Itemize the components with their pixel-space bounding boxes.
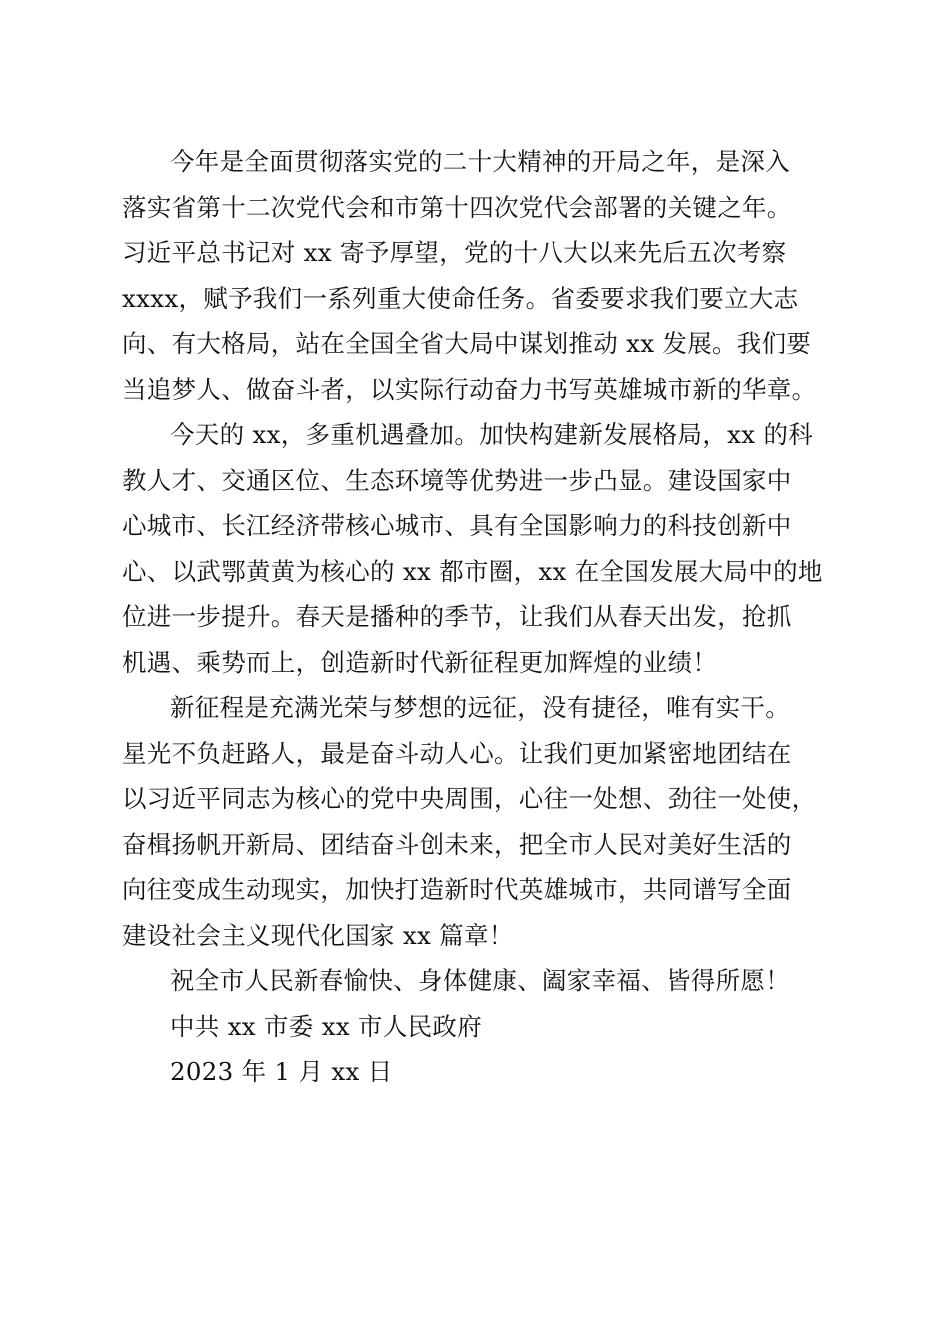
- paragraph-line: 奋楫扬帆开新局、团结奋斗创未来，把全市人民对美好生活的: [122, 829, 792, 859]
- signature: 中共 xx 市委 xx 市人民政府: [170, 1011, 483, 1041]
- paragraph-line: 向往变成生动现实，加快打造新时代英雄城市，共同谱写全面: [122, 875, 792, 904]
- paragraph-line: 当追梦人、做奋斗者，以实际行动奋力书写英雄城市新的华章。: [122, 374, 817, 404]
- paragraph-line: 心城市、长江经济带核心城市、具有全国影响力的科技创新中: [122, 511, 792, 540]
- paragraph-3: [122, 685, 832, 958]
- paragraph-greeting: [122, 958, 832, 1004]
- paragraph-line: 以习近平同志为核心的党中央周围，心往一处想、劲往一处使，: [122, 784, 817, 813]
- paragraph-line: 建设社会主义现代化国家 xx 篇章！: [122, 920, 514, 950]
- paragraph-line: 教人才、交通区位、生态环境等优势进一步凸显。建设国家中: [122, 465, 792, 495]
- paragraph-line: 星光不负赶路人，最是奋斗动人心。让我们更加紧密地团结在: [122, 738, 792, 768]
- paragraph-line: 心、以武鄂黄黄为核心的 xx 都市圈，xx 在全国发展大局中的地: [122, 556, 823, 586]
- paragraph-line: 新征程是充满光荣与梦想的远征，没有捷径，唯有实干。: [170, 693, 790, 722]
- paragraph-1: [122, 139, 832, 412]
- paragraph-2: [122, 412, 832, 685]
- paragraph-line: 落实省第十二次党代会和市第十四次党代会部署的关键之年。: [122, 192, 792, 222]
- paragraph-line: 习近平总书记对 xx 寄予厚望，党的十八大以来先后五次考察: [122, 238, 787, 267]
- greeting-line: 祝全市人民新春愉快、身体健康、阖家幸福、皆得所愿！: [170, 966, 790, 995]
- paragraph-line: 机遇、乘势而上，创造新时代新征程更加辉煌的业绩！: [122, 647, 718, 677]
- paragraph-line: 位进一步提升。春天是播种的季节，让我们从春天出发，抢抓: [122, 602, 792, 631]
- paragraph-line: 今年是全面贯彻落实党的二十大精神的开局之年，是深入: [170, 147, 790, 176]
- letter-body: [122, 139, 832, 1095]
- paragraph-line: xxxx，赋予我们一系列重大使命任务。省委要求我们要立大志: [122, 283, 799, 313]
- paragraph-line: 今天的 xx，多重机遇叠加。加快构建新发展格局，xx 的科: [170, 420, 814, 449]
- date: 2023 年 1 月 xx 日: [170, 1057, 393, 1086]
- paragraph-line: 向、有大格局，站在全国全省大局中谋划推动 xx 发展。我们要: [122, 329, 812, 358]
